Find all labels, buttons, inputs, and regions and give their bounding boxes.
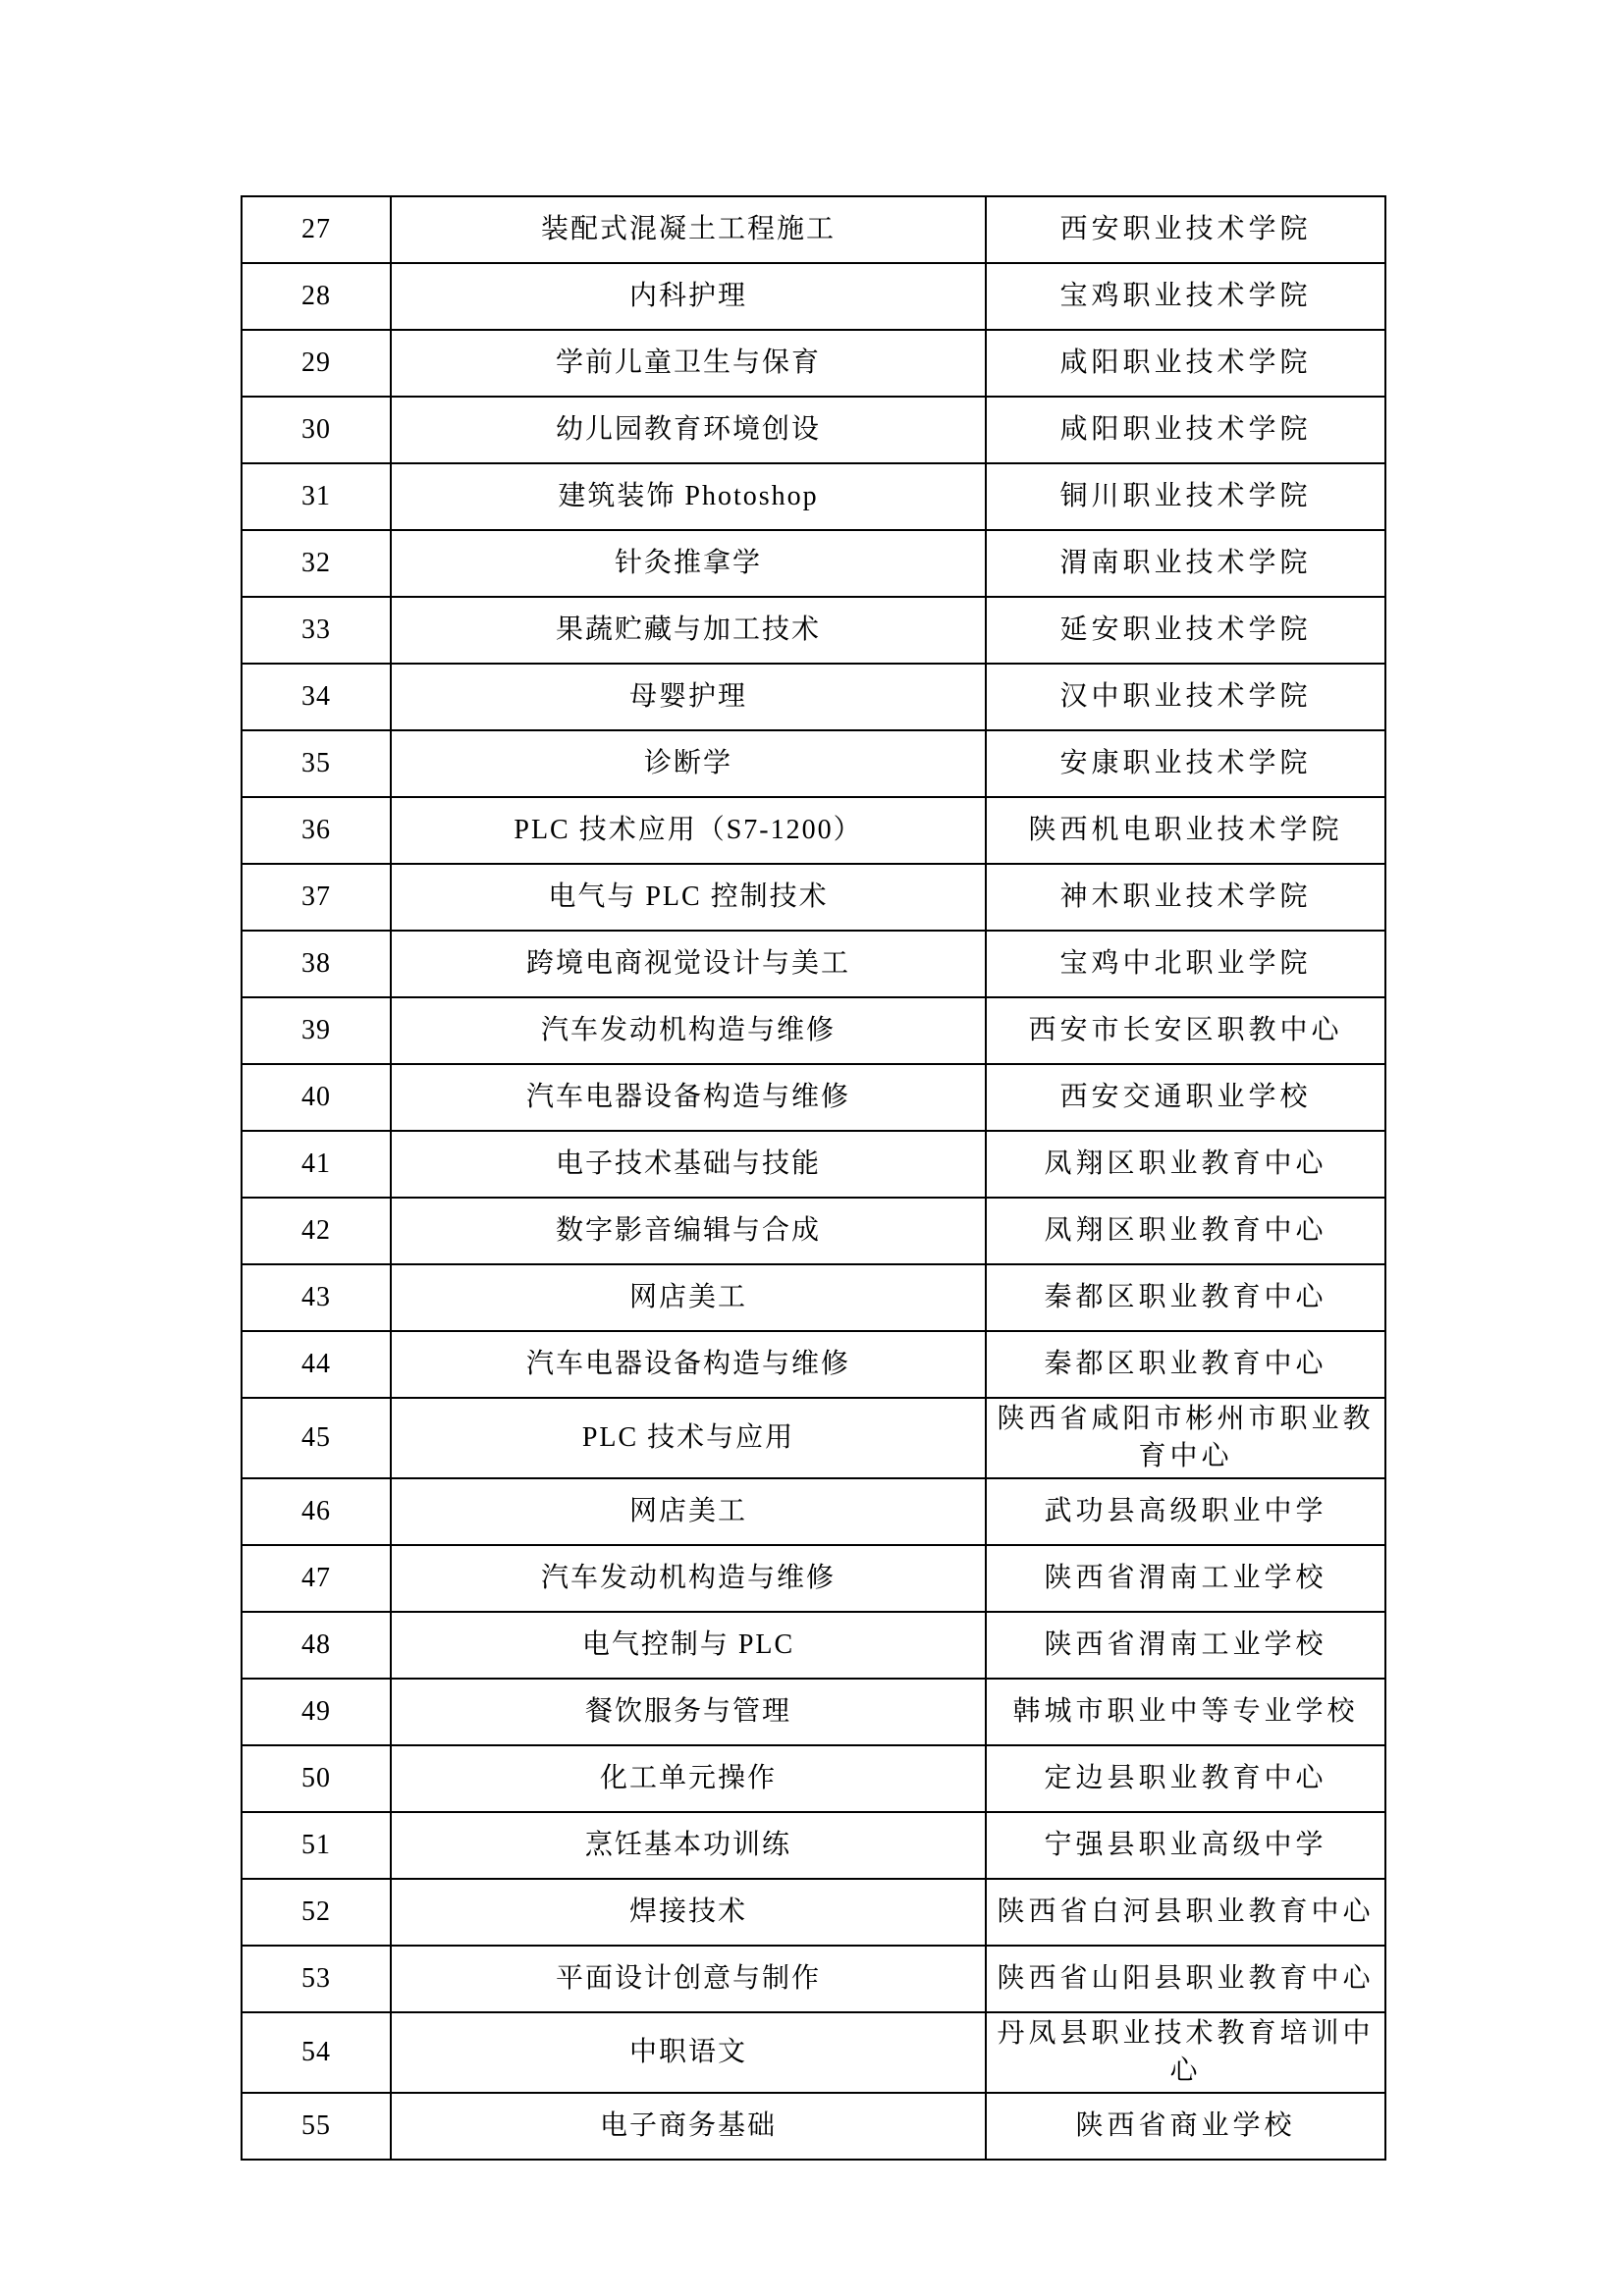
school-name-cell: 汉中职业技术学院: [986, 664, 1385, 730]
school-name-cell: 咸阳职业技术学院: [986, 397, 1385, 463]
row-number-cell: 29: [242, 330, 391, 397]
school-name-cell: 凤翔区职业教育中心: [986, 1198, 1385, 1264]
table-row: [242, 664, 1385, 730]
course-name-cell: 诊断学: [391, 730, 986, 797]
table-row: [242, 196, 1385, 263]
school-name-cell: 铜川职业技术学院: [986, 463, 1385, 530]
row-number-cell: 37: [242, 864, 391, 931]
school-name-cell: 陕西省山阳县职业教育中心: [986, 1946, 1385, 2012]
row-number-cell: 41: [242, 1131, 391, 1198]
course-name-cell: 针灸推拿学: [391, 530, 986, 597]
school-name-cell: 宁强县职业高级中学: [986, 1812, 1385, 1879]
course-name-cell: 汽车发动机构造与维修: [391, 1545, 986, 1612]
table-row: [242, 1745, 1385, 1812]
school-name-cell: 陕西省渭南工业学校: [986, 1545, 1385, 1612]
table-row: [242, 1331, 1385, 1398]
course-name-cell: 电气与 PLC 控制技术: [391, 864, 986, 931]
school-name-cell: 韩城市职业中等专业学校: [986, 1679, 1385, 1745]
table-row: [242, 1198, 1385, 1264]
table-row: [242, 1612, 1385, 1679]
table-row: [242, 2093, 1385, 2160]
row-number-cell: 52: [242, 1879, 391, 1946]
table-row: [242, 1545, 1385, 1612]
course-name-cell: 餐饮服务与管理: [391, 1679, 986, 1745]
table-container: [241, 195, 1386, 2161]
table-row: [242, 1812, 1385, 1879]
school-name-cell: 咸阳职业技术学院: [986, 330, 1385, 397]
table-row: [242, 530, 1385, 597]
table-body: [242, 196, 1385, 2160]
table-row: [242, 330, 1385, 397]
table-row: [242, 597, 1385, 664]
school-name-cell: 陕西省渭南工业学校: [986, 1612, 1385, 1679]
course-name-cell: 汽车电器设备构造与维修: [391, 1064, 986, 1131]
course-name-cell: 装配式混凝土工程施工: [391, 196, 986, 263]
school-name-cell: 丹凤县职业技术教育培训中心: [986, 2012, 1385, 2093]
row-number-cell: 33: [242, 597, 391, 664]
course-name-cell: 幼儿园教育环境创设: [391, 397, 986, 463]
row-number-cell: 32: [242, 530, 391, 597]
school-name-cell: 陕西机电职业技术学院: [986, 797, 1385, 864]
courses-schools-table: [241, 195, 1386, 2161]
row-number-cell: 45: [242, 1398, 391, 1478]
course-name-cell: 建筑装饰 Photoshop: [391, 463, 986, 530]
row-number-cell: 39: [242, 997, 391, 1064]
row-number-cell: 51: [242, 1812, 391, 1879]
school-name-cell: 陕西省白河县职业教育中心: [986, 1879, 1385, 1946]
school-name-cell: 延安职业技术学院: [986, 597, 1385, 664]
row-number-cell: 28: [242, 263, 391, 330]
table-row: [242, 997, 1385, 1064]
table-row: [242, 397, 1385, 463]
school-name-cell: 陕西省咸阳市彬州市职业教育中心: [986, 1398, 1385, 1478]
table-row: [242, 730, 1385, 797]
table-row: [242, 931, 1385, 997]
row-number-cell: 53: [242, 1946, 391, 2012]
table-row: [242, 1398, 1385, 1478]
course-name-cell: 平面设计创意与制作: [391, 1946, 986, 2012]
row-number-cell: 34: [242, 664, 391, 730]
table-row: [242, 463, 1385, 530]
course-name-cell: 网店美工: [391, 1478, 986, 1545]
row-number-cell: 55: [242, 2093, 391, 2160]
school-name-cell: 秦都区职业教育中心: [986, 1264, 1385, 1331]
row-number-cell: 38: [242, 931, 391, 997]
table-row: [242, 2012, 1385, 2093]
course-name-cell: 果蔬贮藏与加工技术: [391, 597, 986, 664]
course-name-cell: 母婴护理: [391, 664, 986, 730]
course-name-cell: 电子商务基础: [391, 2093, 986, 2160]
row-number-cell: 44: [242, 1331, 391, 1398]
table-row: [242, 1946, 1385, 2012]
school-name-cell: 凤翔区职业教育中心: [986, 1131, 1385, 1198]
row-number-cell: 27: [242, 196, 391, 263]
course-name-cell: 化工单元操作: [391, 1745, 986, 1812]
table-row: [242, 797, 1385, 864]
course-name-cell: 学前儿童卫生与保育: [391, 330, 986, 397]
row-number-cell: 48: [242, 1612, 391, 1679]
row-number-cell: 47: [242, 1545, 391, 1612]
course-name-cell: 汽车发动机构造与维修: [391, 997, 986, 1064]
course-name-cell: 跨境电商视觉设计与美工: [391, 931, 986, 997]
school-name-cell: 渭南职业技术学院: [986, 530, 1385, 597]
row-number-cell: 36: [242, 797, 391, 864]
course-name-cell: PLC 技术应用（S7-1200）: [391, 797, 986, 864]
course-name-cell: 汽车电器设备构造与维修: [391, 1331, 986, 1398]
row-number-cell: 46: [242, 1478, 391, 1545]
row-number-cell: 54: [242, 2012, 391, 2093]
table-row: [242, 1264, 1385, 1331]
course-name-cell: 电气控制与 PLC: [391, 1612, 986, 1679]
table-row: [242, 1478, 1385, 1545]
row-number-cell: 50: [242, 1745, 391, 1812]
table-row: [242, 864, 1385, 931]
course-name-cell: 焊接技术: [391, 1879, 986, 1946]
row-number-cell: 35: [242, 730, 391, 797]
course-name-cell: 内科护理: [391, 263, 986, 330]
school-name-cell: 定边县职业教育中心: [986, 1745, 1385, 1812]
row-number-cell: 43: [242, 1264, 391, 1331]
course-name-cell: 电子技术基础与技能: [391, 1131, 986, 1198]
course-name-cell: 数字影音编辑与合成: [391, 1198, 986, 1264]
school-name-cell: 秦都区职业教育中心: [986, 1331, 1385, 1398]
school-name-cell: 安康职业技术学院: [986, 730, 1385, 797]
school-name-cell: 宝鸡中北职业学院: [986, 931, 1385, 997]
course-name-cell: 中职语文: [391, 2012, 986, 2093]
table-row: [242, 263, 1385, 330]
school-name-cell: 武功县高级职业中学: [986, 1478, 1385, 1545]
row-number-cell: 30: [242, 397, 391, 463]
school-name-cell: 神木职业技术学院: [986, 864, 1385, 931]
row-number-cell: 40: [242, 1064, 391, 1131]
school-name-cell: 西安市长安区职教中心: [986, 997, 1385, 1064]
course-name-cell: PLC 技术与应用: [391, 1398, 986, 1478]
table-row: [242, 1131, 1385, 1198]
course-name-cell: 烹饪基本功训练: [391, 1812, 986, 1879]
row-number-cell: 31: [242, 463, 391, 530]
course-name-cell: 网店美工: [391, 1264, 986, 1331]
school-name-cell: 宝鸡职业技术学院: [986, 263, 1385, 330]
school-name-cell: 西安交通职业学校: [986, 1064, 1385, 1131]
school-name-cell: 陕西省商业学校: [986, 2093, 1385, 2160]
school-name-cell: 西安职业技术学院: [986, 196, 1385, 263]
table-row: [242, 1064, 1385, 1131]
table-row: [242, 1679, 1385, 1745]
table-row: [242, 1879, 1385, 1946]
row-number-cell: 42: [242, 1198, 391, 1264]
row-number-cell: 49: [242, 1679, 391, 1745]
